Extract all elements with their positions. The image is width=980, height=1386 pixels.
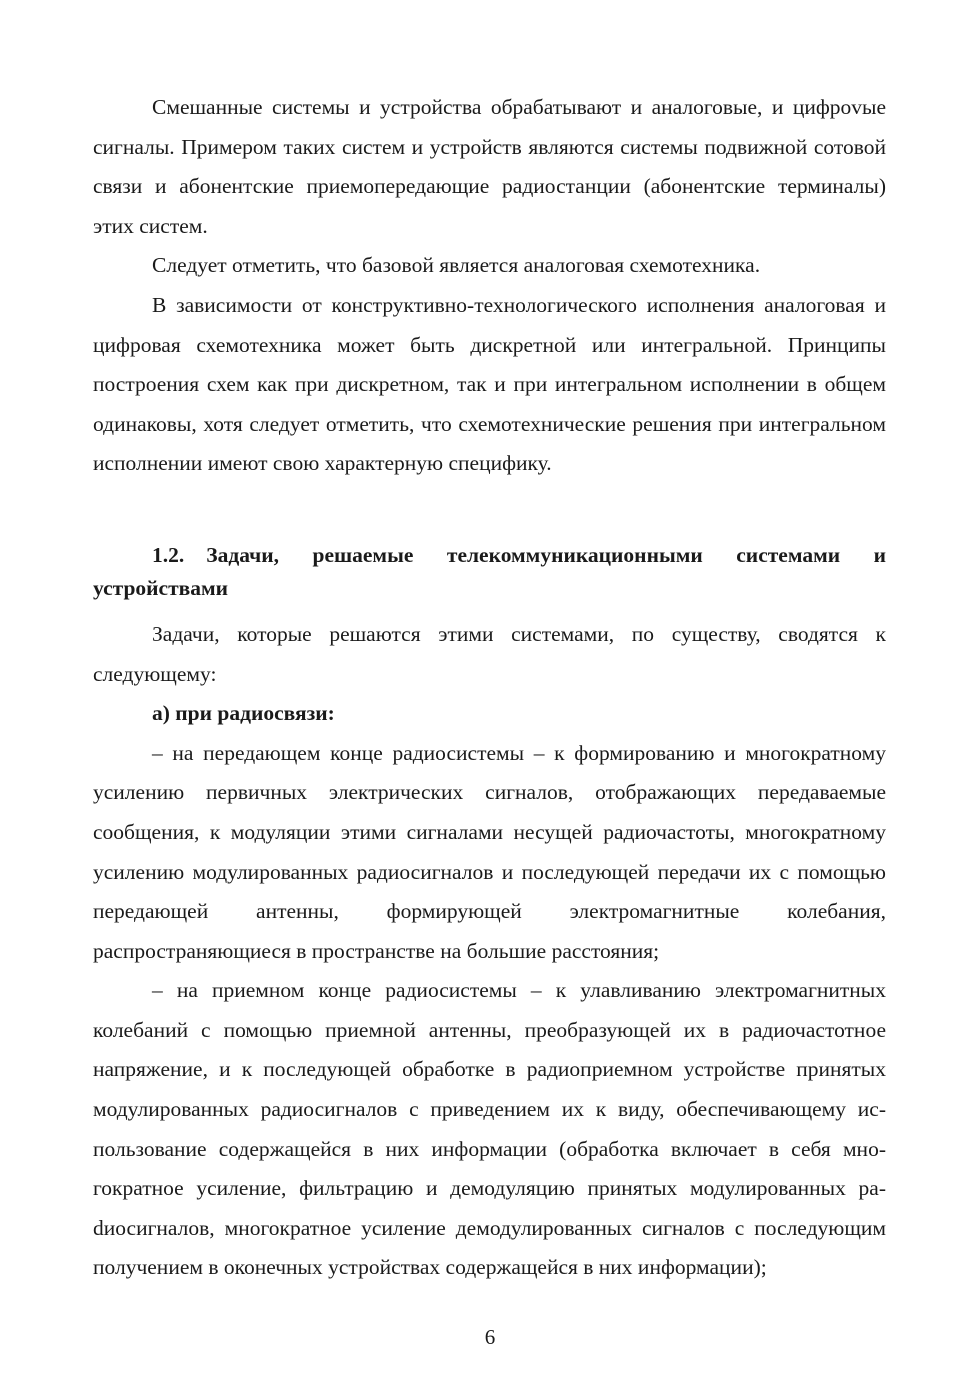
document-page — [93, 88, 886, 1288]
paragraph: В зависимости от конструктивно-технологического исполнения аналоговая и цифровая схемотехника может быть дискретной или интегральной. Принципы построения схем как при дискретном, так и при интегральном исполнении в общем одинаковы, хотя следует отметить, что схемотехнические решения при интегральном исполнении имеют свою характерную специфику. — [93, 292, 886, 476]
list-item: – на передающем конце радиосистемы – к формированию и многократному усилению первичных электрических сигналов, отображающих передаваемые сообщения, к модуляции этими сигналами несущей радиочастоты, многократному усилению модулированных радиосигналов и последующей передачи их с помощью передающей антенны, формирующей электромагнитные колебания, распространяющиеся в пространстве на большие расстояния; — [93, 740, 886, 963]
paragraph: Смешанные системы и устройства обрабатывают и аналоговые, и цифроvые сигналы. Примером таких систем и устройств являются системы подвижной сотовой связи и абонентские приемопередающие радиостанции (абонентские терминалы) этих систем. — [93, 95, 886, 238]
section-title: Задачи, решаемые телекоммуникационными системами и устройствами — [93, 542, 886, 600]
subheading: а) при радиосвязи: — [152, 701, 335, 726]
section-heading — [93, 539, 886, 605]
section-number: 1.2. — [152, 542, 185, 567]
page-number: 6 — [484, 1325, 496, 1349]
paragraph: Следует отметить, что базовой является аналоговая схемотехника. — [152, 253, 761, 278]
list-item: – на приемном конце радиосистемы – к улавливанию электромагнитных колебаний с помощью приемной антенны, преобразующей их в радиочастотное напряжение, и к последующей обработке в радиоприемном устройстве принятых модулированных радиосигналов с приведением их к виду, обеспечивающему использование содержащейся в них информации (обработка включает в себя многократное усиление, фильтрацию и демодуляцию принятых модулированных раdиосигналов, многократное усиление демодулированных сигналов с последующим получением в оконечных устройствах содержащейся в них информации); — [93, 978, 886, 1280]
intro-paragraph: Задачи, которые решаются этими системами, по существу, сводятся к следующему: — [93, 621, 886, 686]
